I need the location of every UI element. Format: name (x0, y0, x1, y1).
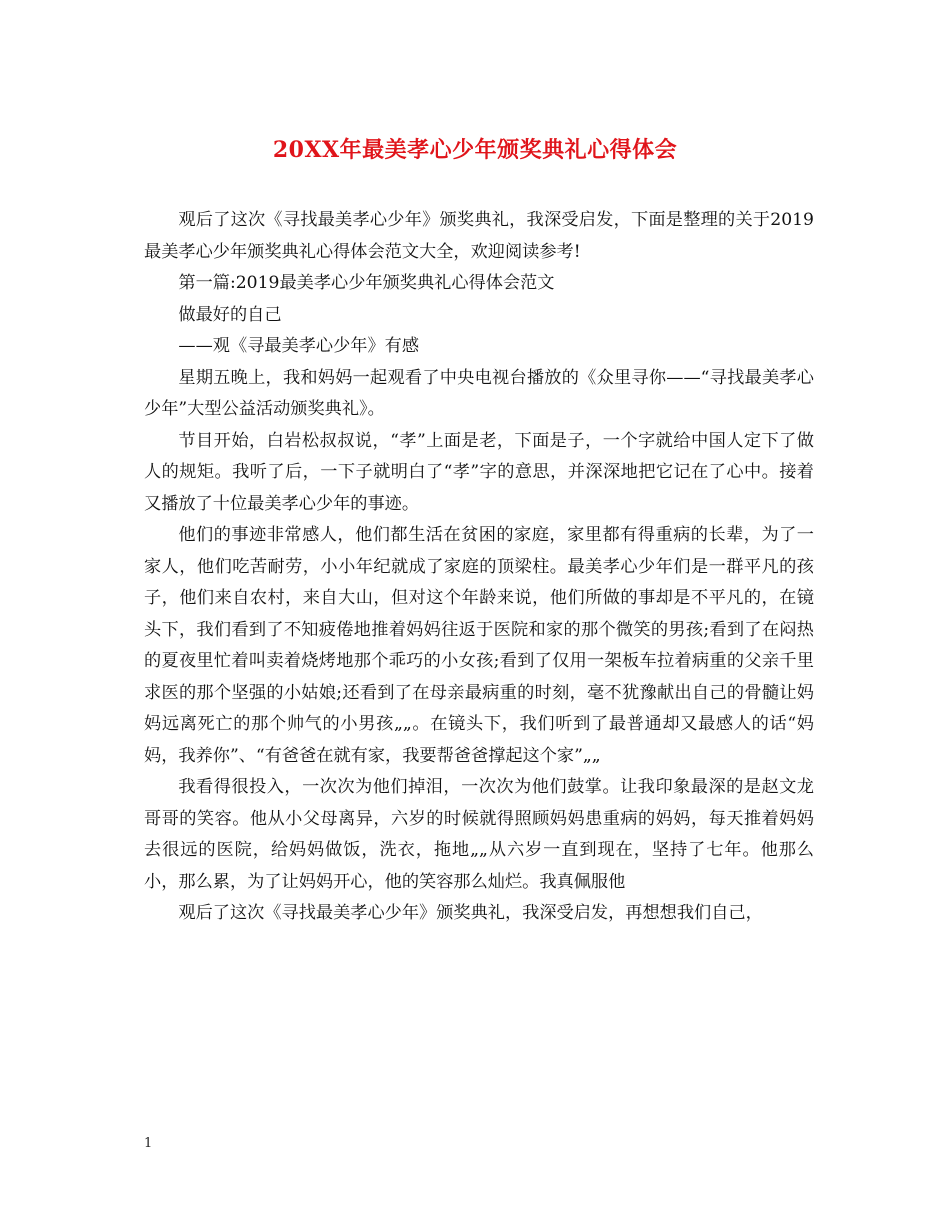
paragraph: 第一篇:2019最美孝心少年颁奖典礼心得体会范文 (178, 273, 555, 293)
paragraph: 做最好的自己 (178, 304, 282, 325)
paragraph: 观后了这次《寻找最美孝心少年》颁奖典礼，我深受启发，下面是整理的关于2019最美孝心少年颁奖典礼心得体会范文大全，欢迎阅读参考! (144, 210, 814, 262)
document-body (144, 205, 814, 930)
paragraph: 我看得很投入，一次次为他们掉泪，一次次为他们鼓掌。让我印象最深的是赵文龙哥哥的笑容。他从小父母离异，六岁的时候就得照顾妈妈患重病的妈妈，每天推着妈妈去很远的医院，给妈妈做饭，洗衣，拖地„„从六岁一直到现在，坚持了七年。他那么小，那么累，为了让妈妈开心，他的笑容那么灿烂。我真佩服他 (144, 777, 814, 892)
paragraph: 星期五晚上，我和妈妈一起观看了中央电视台播放的《众里寻你——“寻找最美孝心少年”大型公益活动颁奖典礼》。 (144, 367, 814, 419)
paragraph: 他们的事迹非常感人，他们都生活在贫困的家庭，家里都有得重病的长辈，为了一家人，他们吃苦耐劳，小小年纪就成了家庭的顶梁柱。最美孝心少年们是一群平凡的孩子，他们来自农村，来自大山，但对这个年龄来说，他们所做的事却是不平凡的，在镜头下，我们看到了不知疲倦地推着妈妈往返于医院和家的那个微笑的男孩;看到了在闷热的夏夜里忙着叫卖着烧烤地那个乖巧的小女孩;看到了仅用一架板车拉着病重的父亲千里求医的那个坚强的小姑娘;还看到了在母亲最病重的时刻，毫不犹豫献出自己的骨髓让妈妈远离死亡的那个帅气的小男孩„„。在镜头下，我们听到了最普通却又最感人的话“妈妈，我养你”、“有爸爸在就有家，我要帮爸爸撑起这个家”„„ (144, 525, 814, 766)
paragraph: 节目开始，白岩松叔叔说，“孝”上面是老，下面是子，一个字就给中国人定下了做人的规矩。我听了后，一下子就明白了“孝”字的意思，并深深地把它记在了心中。接着又播放了十位最美孝心少年的事迹。 (144, 430, 814, 514)
page-number: 1 (144, 1136, 153, 1151)
document-title: 20XX年最美孝心少年颁奖典礼心得体会 (272, 137, 678, 163)
paragraph: 观后了这次《寻找最美孝心少年》颁奖典礼，我深受启发，再想想我们自己， (178, 903, 763, 923)
paragraph: ——观《寻最美孝心少年》有感 (178, 336, 420, 356)
